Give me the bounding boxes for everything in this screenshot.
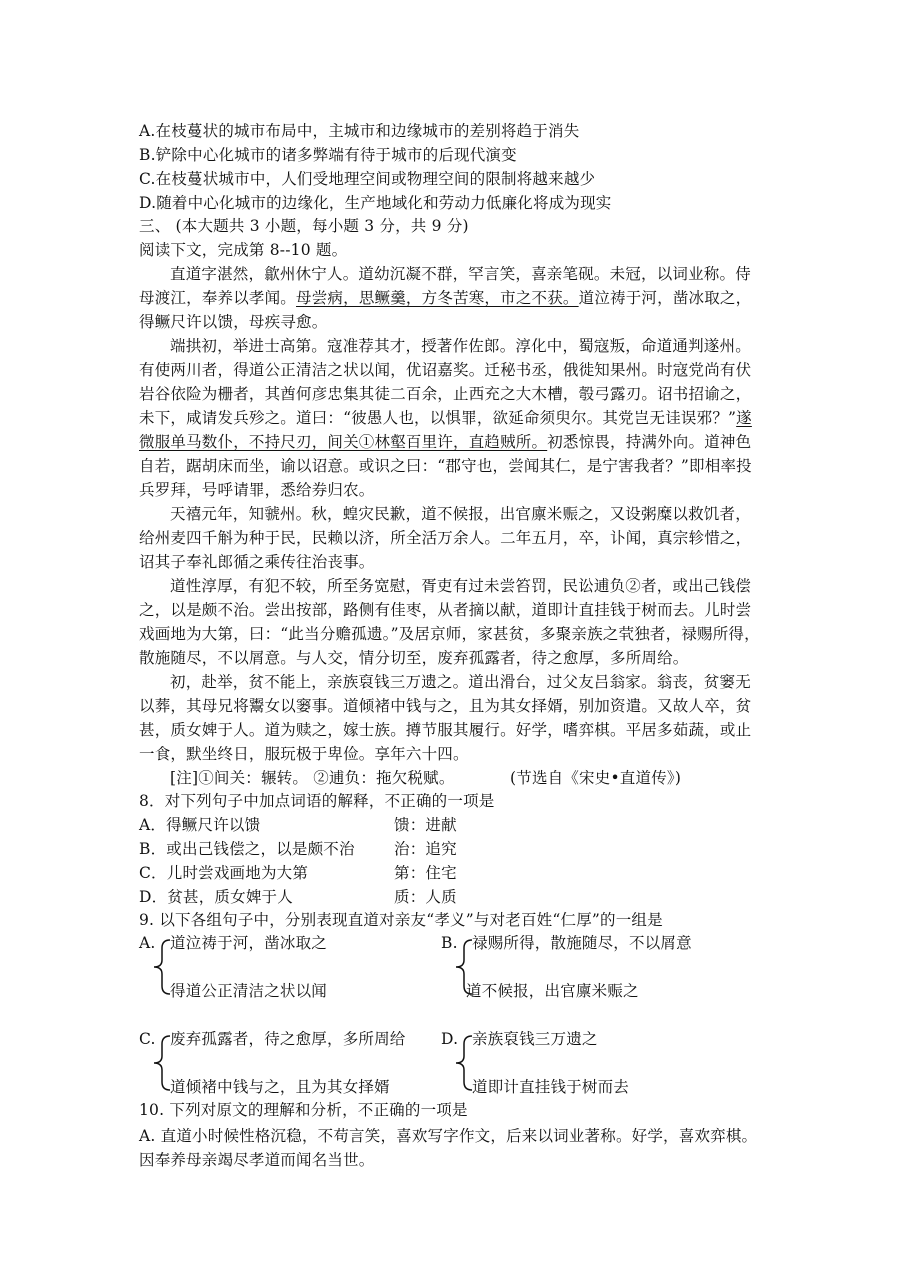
- passage-line: 得鳜尺许以馈，母疾寻愈。: [139, 313, 328, 331]
- passage-line: 道性淳厚，有犯不较，所至务宽慰，胥吏有过未尝笞罚，民讼逋负②者，或出己钱偿: [170, 577, 751, 595]
- q9-option-a-label: A.: [139, 934, 156, 952]
- q8-option-b-left: B．或出己钱偿之，以是颇不治: [139, 840, 355, 858]
- q9-stem: 9. 以下各组句子中，分别表现直道对亲友“孝义”与对老百姓“仁厚”的一组是: [139, 911, 663, 929]
- q8-option-d-left: D．贫甚，质女婢于人: [139, 888, 293, 906]
- q8-stem: 8．对下列句子中加点词语的解释，不正确的一项是: [139, 792, 495, 810]
- brace-icon: [150, 938, 172, 996]
- passage-line: 自若，踞胡床而坐，谕以诏意。或识之曰：“郡守也，尝闻其仁，是宁害我者？”即相率投: [139, 457, 752, 475]
- q8-option-c-left: C．儿时尝戏画地为大第: [139, 864, 309, 882]
- passage-line: 散施随尽，不以屑意。与人交，情分切至，废弃孤露者，待之愈厚，多所周给。: [139, 649, 689, 667]
- q7-option-b: B.铲除中心化城市的诸多弊端有待于城市的后现代演变: [139, 146, 517, 164]
- brace-icon: [452, 1034, 474, 1092]
- q7-option-a: A.在枝蔓状的城市布局中，主城市和边缘城市的差别将趋于消失: [139, 122, 580, 140]
- passage-line: 戏画地为大第，曰：“此当分赡孤遗。”及居京师，家甚贫，多聚亲族之茕独者，禄赐所得，: [139, 625, 760, 643]
- underlined-sentence: 母尝病，思鳜羹，方冬苦寒，市之不获。: [296, 289, 579, 307]
- passage-line: 端拱初，举进士高第。寇准荐其才，授著作佐郎。淳化中，蜀寇叛，命道通判遂州。: [170, 337, 751, 355]
- passage-line: 天禧元年，知虢州。秋，蝗灾民歉，道不候报，出官廪米赈之，又设粥糜以救饥者，: [170, 505, 751, 523]
- passage-line: 母渡江，奉养以孝闻。母尝病，思鳜羹，方冬苦寒，市之不获。道泣祷于河，凿冰取之，: [139, 289, 752, 307]
- q8-option-d-right: 质：人质: [394, 888, 457, 906]
- q9-option-c-label: C.: [139, 1030, 156, 1048]
- passage-line: 兵罗拜，号呼请罪，悉给券归农。: [139, 481, 375, 499]
- q9-option-b-top: 禄赐所得，散施随尽，不以屑意: [472, 934, 692, 952]
- q8-option-c-right: 第：住宅: [394, 864, 457, 882]
- passage-line: 直道字湛然，歙州休宁人。道幼沉凝不群，罕言笑，喜亲笔砚。未冠，以词业称。侍: [170, 265, 751, 283]
- section-instruction: 阅读下文，完成第 8--10 题。: [139, 241, 348, 259]
- q9-option-c-top: 废弃孤露者，待之愈厚，多所周给: [170, 1030, 406, 1048]
- passage-line: 未下，咸请发兵殄之。道曰：“彼愚人也，以惧罪，欲延命须臾尔。其党岂无诖误邪？”遂: [139, 409, 752, 427]
- passage-line: 有使两川者，得道公正清洁之状以闻，优诏嘉奖。迁秘书丞，俄徙知果州。时寇党尚有伏: [139, 361, 752, 379]
- q9-option-d-label: D.: [441, 1030, 459, 1048]
- q9-option-d-bottom: 道即计直挂钱于树而去: [472, 1078, 630, 1096]
- q9-option-b-bottom: 道不候报，出官廪米赈之: [466, 982, 639, 1000]
- q8-option-a-left: A．得鳜尺许以馈: [139, 816, 261, 834]
- passage-line: 初，赴举，贫不能上，亲族裒钱三万遗之。道出滑台，过父友吕翁家。翁丧，贫窭无: [170, 673, 751, 691]
- q10-option-a-line1: A. 直道小时候性格沉稳，不苟言笑，喜欢写字作文，后来以词业著称。好学，喜欢弈棋。: [139, 1127, 758, 1145]
- q9-option-c-bottom: 道倾褚中钱与之，且为其女择婿: [170, 1078, 390, 1096]
- underlined-sentence: 微服单马数仆，不持尺刃，间关①林壑百里许，直趋贼所。: [139, 433, 548, 451]
- q10-stem: 10. 下列对原文的理解和分析，不正确的一项是: [139, 1101, 468, 1119]
- passage-line: 以葬，其母兄将鬻女以窭事。道倾褚中钱与之，且为其女择婿，别加资遣。又故人卒，贫: [139, 697, 752, 715]
- q9-option-d-top: 亲族裒钱三万遗之: [472, 1030, 598, 1048]
- q7-option-c: C.在枝蔓状城市中，人们受地理空间或物理空间的限制将越来越少: [139, 170, 596, 188]
- passage-line: 岩谷依险为栅者，其酋何彦忠集其徒二百余，止西充之大木槽，彀弓露刃。诏书招谕之，: [139, 385, 752, 403]
- source-citation: (节选自《宋史•直道传》): [510, 769, 682, 787]
- q7-option-d: D.随着中心化城市的边缘化，生产地域化和劳动力低廉化将成为现实: [139, 194, 612, 212]
- passage-line: 之，以是颇不治。尝出按部，路侧有佳枣，从者摘以献，道即计直挂钱于树而去。儿时尝: [139, 601, 752, 619]
- passage-line: 一食，默坐终日，服玩极于卑俭。享年六十四。: [139, 745, 469, 763]
- section-heading: 三、 (本大题共 3 小题，每小题 3 分，共 9 分): [139, 217, 469, 235]
- q9-option-b-label: B.: [441, 934, 458, 952]
- q8-option-b-right: 治：追究: [394, 840, 457, 858]
- q8-option-a-right: 馈：进献: [394, 816, 457, 834]
- q10-option-a-line2: 因奉养母亲竭尽孝道而闻名当世。: [139, 1151, 375, 1169]
- passage-line: 甚，质女婢于人。道为赎之，嫁士族。撙节服其履行。好学，嗜弈棋。平居多茹蔬，或止: [139, 721, 752, 739]
- q9-option-a-top: 道泣祷于河，凿冰取之: [170, 934, 328, 952]
- q9-option-a-bottom: 得道公正清洁之状以闻: [170, 982, 328, 1000]
- footnote: [注]①间关：辗转。 ②逋负：拖欠税赋。: [170, 769, 455, 787]
- passage-line: 微服单马数仆，不持尺刃，间关①林壑百里许，直趋贼所。初悉惊畏，持满外向。道神色: [139, 433, 752, 451]
- brace-icon: [150, 1034, 172, 1092]
- passage-line: 给州麦四千斛为种于民，民赖以济，所全活万余人。二年五月，卒，讣闻，真宗轸惜之，: [139, 529, 752, 547]
- passage-line: 诏其子奉礼郎循之乘传往治丧事。: [139, 553, 375, 571]
